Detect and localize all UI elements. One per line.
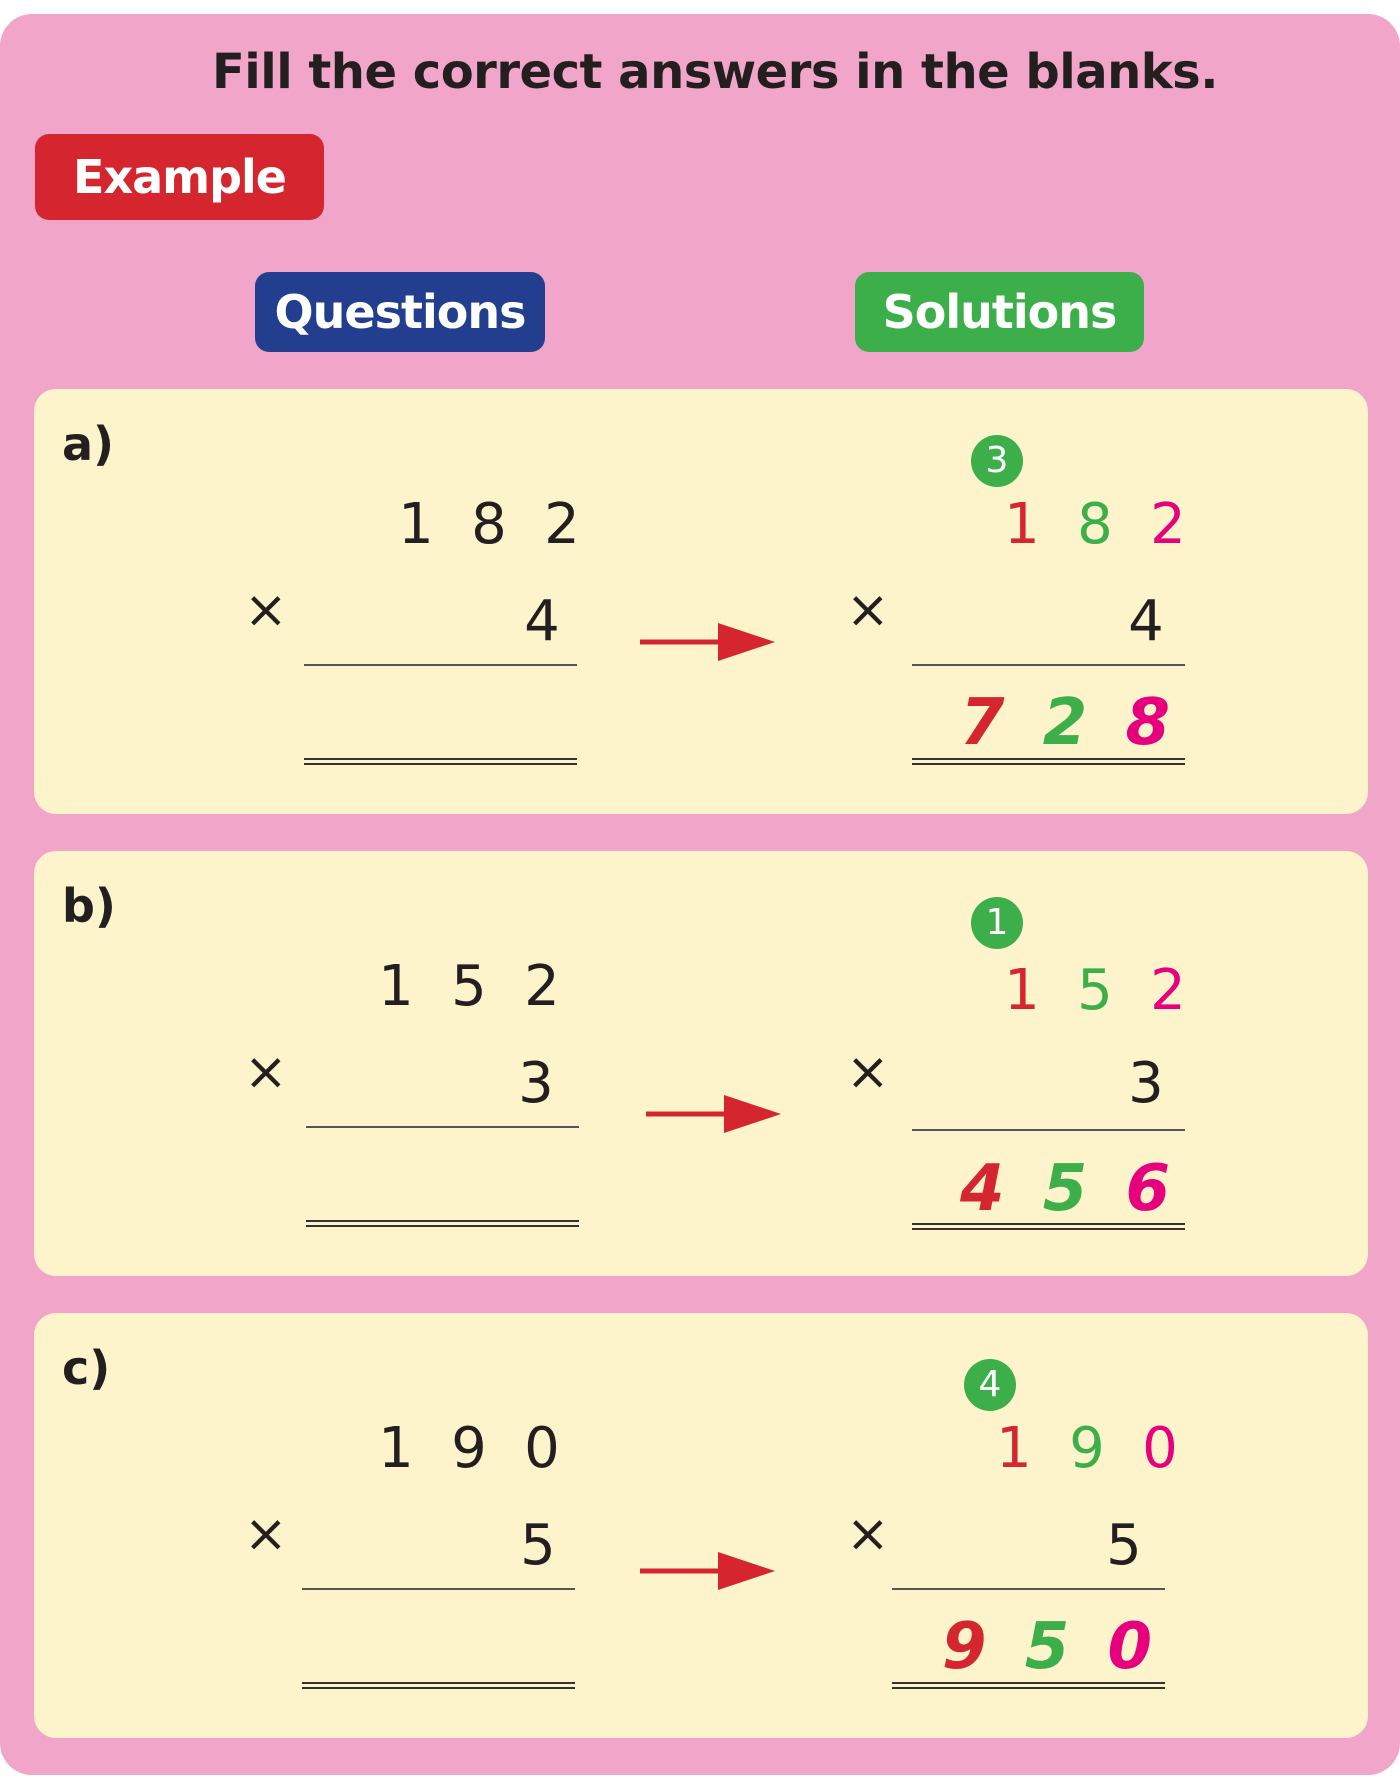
times-sign: ×	[244, 1042, 288, 1102]
digit-hundreds: 1	[996, 1416, 1032, 1481]
solution-answer	[942, 1610, 1152, 1684]
digit: 1	[378, 954, 414, 1019]
answer-hundreds: 7	[960, 686, 1005, 760]
carry-badge: 4	[964, 1359, 1016, 1411]
worksheet-page	[0, 14, 1400, 1775]
answer-ones: 0	[1107, 1610, 1152, 1684]
solution-double-rule	[912, 758, 1185, 765]
digit-tens: 9	[1069, 1416, 1105, 1481]
times-sign: ×	[244, 1504, 288, 1564]
question-answer-blank[interactable]	[302, 1682, 575, 1689]
carry-badge: 1	[971, 897, 1023, 949]
solution-answer	[960, 686, 1170, 760]
digit-hundreds: 1	[1004, 958, 1040, 1023]
question-multiplier: 4	[524, 589, 560, 654]
digit-tens: 8	[1077, 492, 1113, 557]
problem-label: b)	[62, 879, 116, 933]
digit: 2	[524, 954, 560, 1019]
question-rule	[304, 664, 577, 666]
solution-rule	[912, 1129, 1185, 1131]
digit-ones: 0	[1142, 1416, 1178, 1481]
answer-hundreds: 9	[942, 1610, 987, 1684]
problem-panel-c	[34, 1313, 1368, 1738]
digit: 1	[398, 492, 434, 557]
times-sign: ×	[846, 1042, 890, 1102]
solutions-badge: Solutions	[855, 272, 1144, 352]
times-sign: ×	[244, 580, 288, 640]
answer-ones: 8	[1125, 686, 1170, 760]
solution-multiplier: 4	[1128, 589, 1164, 654]
digit: 1	[378, 1416, 414, 1481]
instruction-text: Fill the correct answers in the blanks.	[212, 44, 1218, 100]
question-multiplicand	[376, 954, 562, 1019]
solution-rule	[892, 1588, 1165, 1590]
answer-ones: 6	[1125, 1152, 1170, 1226]
solution-multiplicand	[1002, 492, 1188, 557]
question-multiplier: 5	[520, 1513, 556, 1578]
question-multiplier: 3	[518, 1051, 554, 1116]
digit-ones: 2	[1150, 958, 1186, 1023]
question-rule	[302, 1588, 575, 1590]
solution-multiplier: 3	[1128, 1051, 1164, 1116]
digit-ones: 2	[1150, 492, 1186, 557]
arrow-right-icon	[638, 619, 778, 665]
digit: 2	[544, 492, 580, 557]
question-rule	[306, 1126, 579, 1128]
solution-multiplier: 5	[1106, 1513, 1142, 1578]
answer-tens: 5	[1042, 1152, 1088, 1226]
answer-tens: 5	[1024, 1610, 1070, 1684]
arrow-right-icon	[638, 1548, 778, 1594]
digit: 5	[451, 954, 487, 1019]
problem-panel-a	[34, 389, 1368, 814]
solution-multiplicand	[994, 1416, 1180, 1481]
digit-tens: 5	[1077, 958, 1113, 1023]
example-badge: Example	[35, 134, 324, 220]
solution-double-rule	[892, 1682, 1165, 1689]
solution-rule	[912, 664, 1185, 666]
question-multiplicand	[376, 1416, 562, 1481]
answer-tens: 2	[1042, 686, 1088, 760]
solution-double-rule	[912, 1223, 1185, 1230]
answer-hundreds: 4	[960, 1152, 1005, 1226]
question-multiplicand	[396, 492, 582, 557]
digit: 8	[471, 492, 507, 557]
question-answer-blank[interactable]	[306, 1220, 579, 1227]
solution-multiplicand	[1002, 958, 1188, 1023]
problem-label: a)	[62, 417, 115, 471]
digit-hundreds: 1	[1004, 492, 1040, 557]
arrow-right-icon	[644, 1091, 784, 1137]
problem-label: c)	[62, 1341, 111, 1395]
problem-panel-b	[34, 851, 1368, 1276]
digit: 9	[451, 1416, 487, 1481]
question-answer-blank[interactable]	[304, 758, 577, 765]
questions-badge: Questions	[255, 272, 545, 352]
times-sign: ×	[846, 580, 890, 640]
digit: 0	[524, 1416, 560, 1481]
times-sign: ×	[846, 1504, 890, 1564]
carry-badge: 3	[971, 435, 1023, 487]
solution-answer	[960, 1152, 1170, 1226]
